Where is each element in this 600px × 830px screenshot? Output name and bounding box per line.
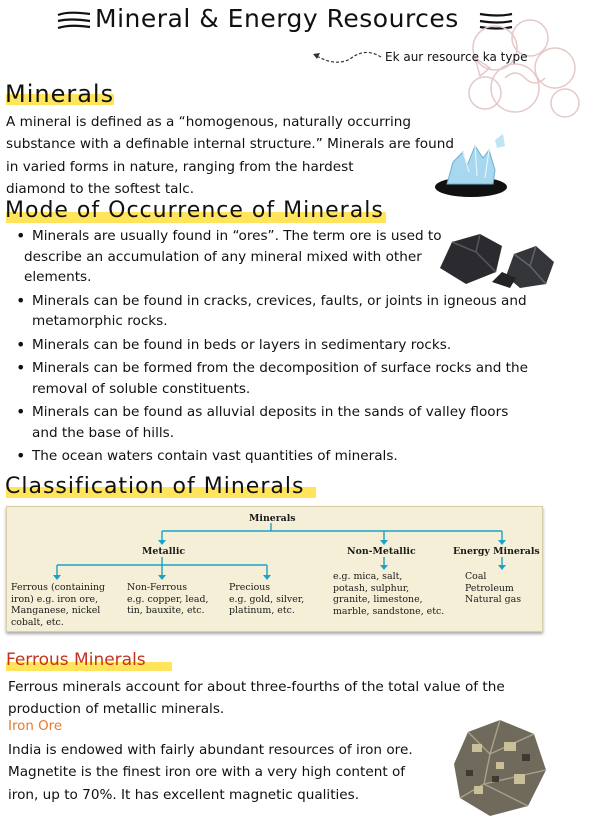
diagram-line: Manganese, nickel [11, 605, 101, 616]
minerals-paragraph [6, 111, 476, 201]
iron-ore-subheading: Iron Ore [8, 719, 63, 734]
minerals-heading: Minerals [5, 80, 115, 108]
minerals-line: diamond to the softest talc. [6, 181, 195, 198]
minerals-line: in varied forms in nature, ranging from the hardest [6, 158, 354, 175]
iron-ore-image [444, 714, 552, 820]
diagram-ferrous-text [11, 582, 105, 628]
diagram-line: potash, sulphur, [333, 582, 410, 594]
bullet-line: elements. [24, 269, 92, 285]
list-item [14, 291, 559, 332]
diagram-energy-label: Energy Minerals [453, 546, 540, 557]
ore-rocks-image [436, 228, 558, 290]
diagram-nonmetallic-label: Non-Metallic [347, 546, 416, 557]
bullet-line: • Minerals can be formed from the decomposition of surface rocks and the [32, 360, 528, 376]
diagram-energy-text [465, 571, 521, 606]
bullet-line: • Minerals can be found in beds or layers in sedimentary rocks. [32, 336, 452, 353]
bullet-line: and the base of hills. [32, 424, 175, 441]
minerals-line: substance with a definable internal structure.” Minerals are found [6, 136, 454, 153]
list-item [14, 446, 559, 467]
minerals-line: A mineral is defined as a “homogenous, naturally occurring [6, 114, 412, 130]
bullet-line: describe an accumulation of any mineral mixed with other [24, 248, 422, 265]
bullet-line: • Minerals can be found in cracks, crevices, faults, or joints in igneous and [32, 292, 527, 309]
bullet-line: • Minerals are usually found in “ores”. The term ore is used to [32, 228, 442, 244]
classification-heading: Classification of Minerals [5, 474, 305, 499]
page-title: Mineral & Energy Resources [95, 4, 459, 33]
ferrous-line: production of metallic minerals. [8, 701, 225, 718]
diagram-line: Coal [465, 571, 487, 582]
bullet-line: removal of soluble constituents. [32, 380, 251, 397]
list-item [14, 335, 559, 356]
list-item [14, 402, 559, 443]
diagram-root-label: Minerals [249, 513, 296, 524]
iron-ore-line: iron, up to 70%. It has excellent magnetic qualities. [8, 786, 360, 803]
diagram-line: Natural gas [465, 594, 522, 605]
annotation-arrow-icon [305, 45, 385, 69]
diagram-line: Non-Ferrous [127, 582, 188, 593]
bullet-line: • Minerals can be found as alluvial deposits in the sands of valley floors [32, 404, 509, 420]
diagram-line: e.g. gold, silver, [229, 593, 305, 605]
bullet-line: metamorphic rocks. [32, 313, 168, 329]
diagram-metallic-label: Metallic [142, 546, 186, 557]
bullet-line: • The ocean waters contain vast quantities of minerals. [32, 448, 398, 464]
title-left-squiggle-icon [56, 10, 92, 32]
iron-ore-paragraph [8, 739, 438, 806]
ferrous-heading: Ferrous Minerals [6, 650, 146, 670]
diagram-line: iron) e.g. iron ore, [11, 593, 99, 605]
diagram-nonmetallic-text [333, 571, 444, 617]
diagram-line: Ferrous (containing [11, 582, 105, 593]
diagram-line: tin, bauxite, etc. [127, 605, 205, 616]
diagram-precious-text [229, 582, 304, 617]
diagram-line: granite, limestone, [333, 594, 423, 605]
ferrous-line: Ferrous minerals account for about three-fourths of the total value of the [8, 679, 505, 695]
decorative-logo-cluster-icon [455, 18, 595, 128]
diagram-line: Petroleum [465, 582, 514, 594]
diagram-line: e.g. copper, lead, [127, 593, 209, 605]
iron-ore-line: Magnetite is the finest iron ore with a very high content of [8, 764, 406, 781]
list-item [14, 226, 462, 288]
iron-ore-line: India is endowed with fairly abundant resources of iron ore. [8, 742, 413, 758]
classification-diagram [6, 506, 543, 632]
diagram-nonferrous-text [127, 582, 208, 617]
diagram-line: e.g. mica, salt, [333, 571, 403, 582]
diagram-line: marble, sandstone, etc. [333, 605, 445, 617]
diagram-line: platinum, etc. [229, 605, 295, 616]
annotation-text: Ek aur resource ka type [385, 50, 528, 64]
diagram-line: cobalt, etc. [11, 616, 64, 628]
crystal-mineral-image [433, 132, 513, 200]
diagram-line: Precious [229, 582, 271, 593]
occurrence-heading: Mode of Occurrence of Minerals [5, 198, 384, 223]
list-item [14, 358, 559, 399]
